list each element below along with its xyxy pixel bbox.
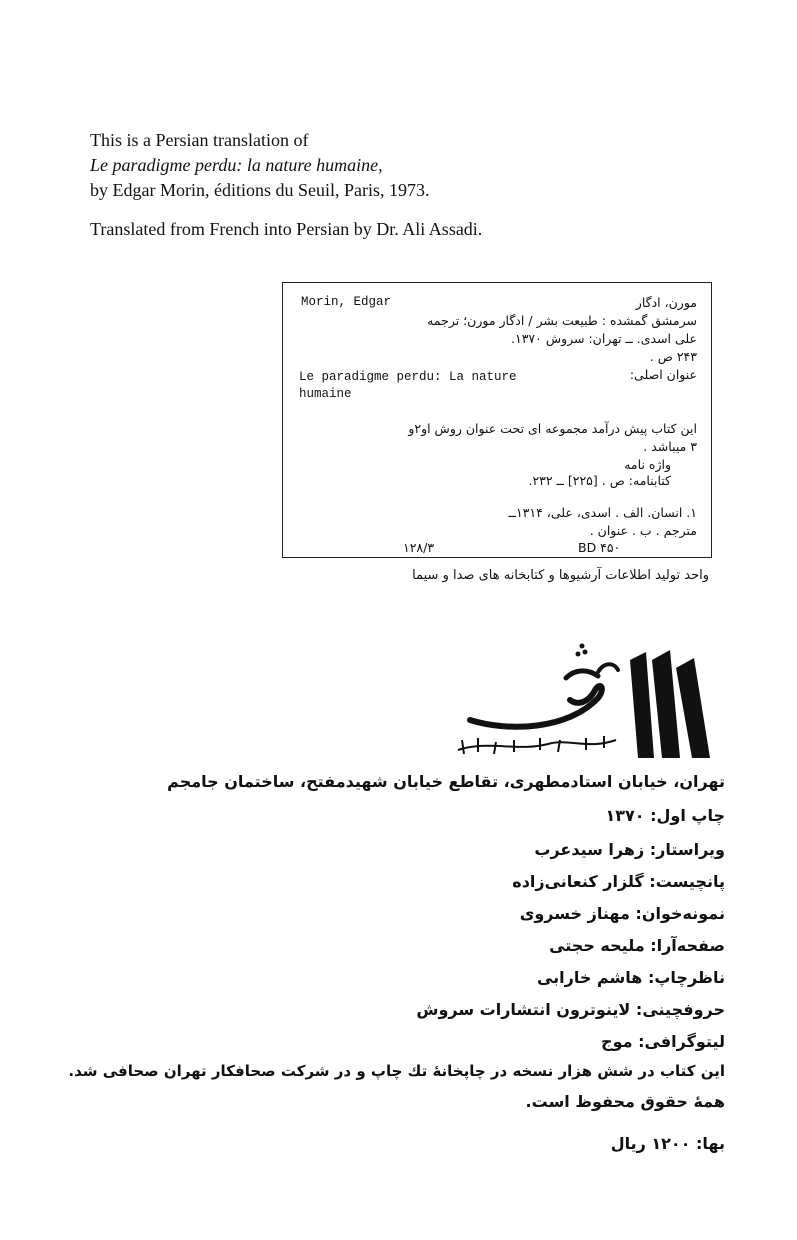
cip-record-box bbox=[282, 282, 712, 558]
cip-original-title-label: عنوان اصلی: bbox=[629, 367, 697, 382]
cip-translator: مترجم . ب . عنوان . bbox=[589, 523, 697, 538]
imprint-edition: چاپ اول: ۱۳۷۰ bbox=[605, 806, 725, 825]
imprint-layout: صفحه‌آرا: ملیحه حجتی bbox=[549, 936, 725, 955]
imprint-proofreader: نمونه‌خوان: مهناز خسروی bbox=[519, 904, 725, 923]
publisher-logo bbox=[448, 640, 718, 762]
imprint-rights: همهٔ حقوق محفوظ است. bbox=[525, 1092, 725, 1111]
soroush-logo-icon bbox=[448, 640, 718, 762]
imprint-typist: پانچیست: گلزار کنعانی‌زاده bbox=[512, 872, 725, 891]
cip-credit: واحد تولید اطلاعات آرشیوها و کتابخانه های صدا و سیما bbox=[412, 568, 709, 583]
imprint-typesetting: حروفچینی: لاینوترون انتشارات سروش bbox=[416, 1000, 725, 1019]
cip-note-line-2: ۳ میباشد . bbox=[643, 439, 697, 454]
imprint-print-supervisor: ناظرچاپ: هاشم خارابی bbox=[536, 968, 725, 987]
cip-glossary: واژه نامه bbox=[624, 457, 671, 472]
author-publisher-line: by Edgar Morin, éditions du Seuil, Paris, 1973. bbox=[90, 180, 430, 200]
notice-line-1: This is a Persian translation of bbox=[90, 130, 309, 150]
imprint-price: بها: ۱۲۰۰ ریال bbox=[610, 1134, 725, 1153]
cip-author-persian: مورن، ادگار bbox=[635, 295, 697, 310]
english-notice bbox=[90, 128, 650, 203]
imprint-printing-note: این کتاب در شش هزار نسخه در چاپخانهٔ تك چاپ و در شرکت صحافکار تهران صحافی شد. bbox=[68, 1062, 725, 1080]
original-title: Le paradigme perdu: la nature humaine, bbox=[90, 155, 383, 175]
cip-author-latin: Morin, Edgar bbox=[301, 295, 392, 309]
imprint-lithography: لیتوگرافی: موج bbox=[601, 1032, 725, 1051]
cip-title-persian: سرمشق گمشده : طبیعت بشر / ادگار مورن؛ ترجمه bbox=[427, 313, 697, 328]
cip-note-line-1: این کتاب پیش درآمد مجموعه ای تحت عنوان روش او۲و bbox=[408, 421, 697, 436]
cip-call-number: BD ۴۵۰ bbox=[578, 540, 621, 555]
cip-pages-persian: ۲۴۳ ص . bbox=[649, 349, 697, 364]
cip-class-number: ۱۲۸/۳ bbox=[403, 540, 435, 555]
imprint-editor: ویراستار: زهرا سیدعرب bbox=[534, 840, 725, 859]
cip-subjects: ۱. انسان. الف . اسدی، علی، ۱۳۱۴ــ bbox=[508, 505, 697, 520]
imprint-address: تهران، خیابان استادمطهری، تقاطع خیابان شهیدمفتح، ساختمان جامجم bbox=[167, 772, 725, 791]
cip-publisher-persian: علی اسدی. ــ تهران: سروش ۱۳۷۰. bbox=[511, 331, 697, 346]
cip-original-title-latin: Le paradigme perdu: La nature humaine bbox=[299, 370, 517, 401]
translation-credit: Translated from French into Persian by Dr. Ali Assadi. bbox=[90, 219, 483, 239]
cip-bibliography: کتابنامه: ص . [۲۲۵] ــ ۲۳۲. bbox=[528, 473, 671, 488]
